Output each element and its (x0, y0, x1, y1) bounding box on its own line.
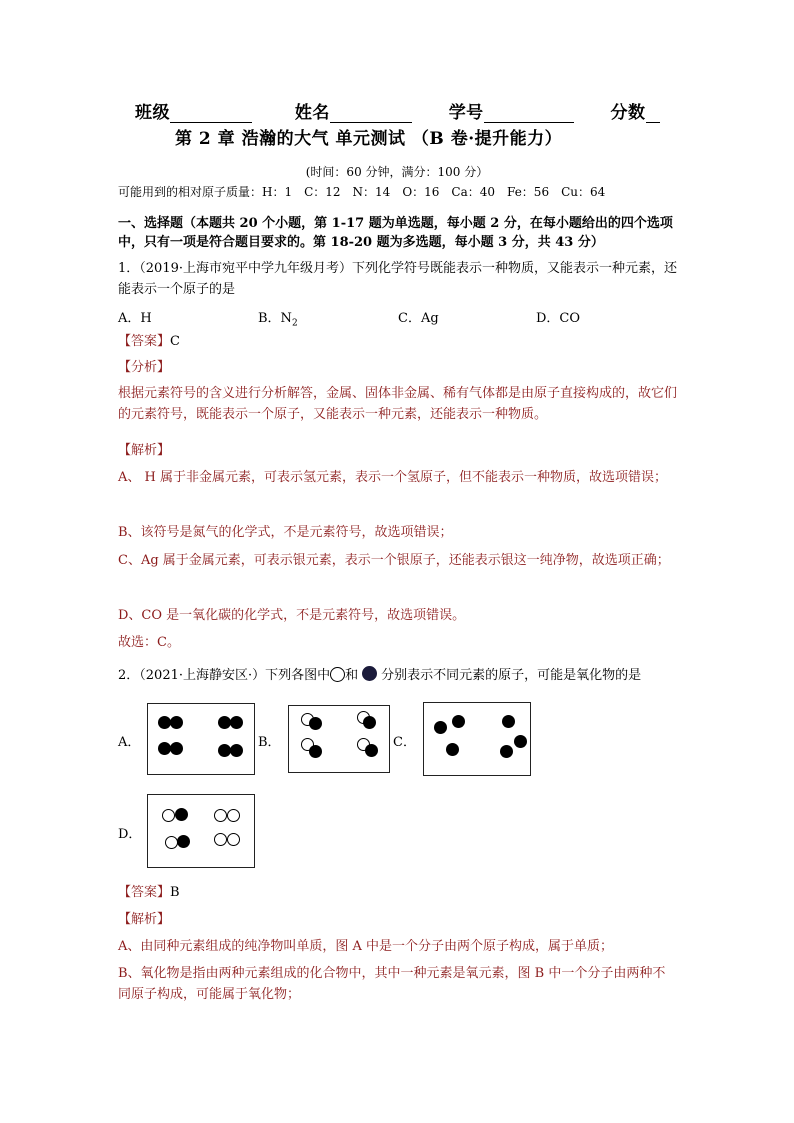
exam-info: (时间：60 分钟，满分：100 分） (305, 165, 489, 179)
atom-open (162, 809, 175, 822)
q2-label-a: A． (118, 735, 141, 750)
id-blank[interactable] (484, 106, 574, 123)
atom-solid (170, 716, 183, 729)
q1-explain-b: B、该符号是氮气的化学式，不是元素符号，故选项错误； (118, 525, 453, 540)
atom-solid (175, 808, 188, 821)
q2-explain-a: A、由同种元素组成的纯净物叫单质，图 A 中是一个分子由两个原子构成，属于单质； (118, 939, 614, 954)
atom-solid (309, 717, 322, 730)
atom-open (214, 809, 227, 822)
q1-explain-c: C、Ag 属于金属元素，可表示银元素，表示一个银原子，还能表示银这一纯净物，故选项正确； (118, 553, 670, 568)
solid-atom-icon (362, 666, 377, 681)
score-blank[interactable] (646, 106, 660, 123)
q1-analysis-text: 根据元素符号的含义进行分析解答，金属、固体非金属、稀有气体都是由原子直接构成的，故它们的元素符号，既能表示一个原子，又能表示一种元素，还能表示一种物质。 (118, 386, 678, 422)
q1-stem: 1．（2019·上海市宛平中学九年级月考）下列化学符号既能表示一种物质，又能表示一种元素，还能表示一个原子的是 (118, 261, 677, 297)
atom-solid (309, 745, 322, 758)
q2-label-d: D． (118, 827, 142, 842)
atom-solid (434, 721, 447, 734)
name-blank[interactable] (330, 106, 412, 123)
diagram-b (288, 705, 390, 773)
diagram-c (423, 702, 531, 776)
atom-solid (365, 744, 378, 757)
q2-explain-b: B、氧化物是指由两种元素组成的化合物中，其中一种元素是氧元素，图 B 中一个分子由两种不同原子构成，可能属于氧化物； (118, 966, 666, 1002)
q1-answer-tag: 【答案】 (118, 334, 171, 349)
q1-option-b-text: B．N (258, 311, 292, 326)
open-atom-icon (330, 667, 345, 682)
atom-solid (500, 745, 513, 758)
q2-stem-b: 和 (345, 668, 359, 683)
page-title: 第 2 章 浩瀚的大气 单元测试 （B 卷·提升能力） (175, 129, 563, 149)
q1-option-b-sub: 2 (291, 318, 298, 329)
q1-conclusion: 故选：C。 (118, 635, 180, 650)
q1-explain-a: A、 H 属于非金属元素，可表示氢元素，表示一个氢原子，但不能表示一种物质，故选项错误； (118, 470, 667, 485)
q1-answer-value: C (170, 334, 180, 349)
q2-stem-a: 2．（2021·上海静安区·）下列各图中 (118, 668, 331, 683)
q1-explain-d: D、CO 是一氧化碳的化学式，不是元素符号，故选项错误。 (118, 608, 466, 623)
student-info-header (135, 98, 660, 123)
q1-answer (118, 331, 678, 352)
atom-solid (514, 735, 527, 748)
atom-solid (502, 715, 515, 728)
q2-answer-value: B (170, 885, 180, 900)
q1-option-a: A．H (118, 311, 152, 326)
q1-option-d: D．CO (536, 311, 581, 326)
class-label: 班级 (135, 103, 170, 123)
q1-explain-tag: 【解析】 (118, 443, 171, 458)
atom-solid (230, 744, 243, 757)
q2-label-c: C． (393, 735, 416, 750)
name-label: 姓名 (294, 103, 330, 123)
atom-solid (363, 716, 376, 729)
id-label: 学号 (448, 103, 484, 123)
score-label: 分数 (610, 103, 646, 123)
q1-option-b (258, 307, 298, 329)
q1-option-c: C．Ag (398, 311, 439, 326)
atom-open (227, 809, 240, 822)
diagram-a (147, 703, 255, 775)
q2-stem (118, 664, 698, 686)
section-heading: 一、选择题（本题共 20 个小题，第 1-17 题为单选题，每小题 2 分，在每小题给出的四个选项中，只有一项是符合题目要求的。第 18-20 题为多选题，每小题 3 分，共 43 分） (118, 216, 673, 250)
atom-solid (170, 742, 183, 755)
class-blank[interactable] (170, 106, 252, 123)
atom-open (165, 836, 178, 849)
atomic-mass-line: 可能用到的相对原子质量：H：1 C：12 N：14 O：16 Ca：40 Fe：56 Cu：64 (118, 185, 606, 199)
q2-stem-c: 分别表示不同元素的原子，可能是氧化物的是 (381, 668, 642, 683)
q2-answer (118, 882, 678, 903)
atom-solid (230, 716, 243, 729)
atom-solid (177, 835, 190, 848)
q2-label-b: B． (258, 735, 281, 750)
atom-solid (446, 743, 459, 756)
atom-solid (452, 715, 465, 728)
q2-answer-tag: 【答案】 (118, 885, 171, 900)
q1-analysis-tag: 【分析】 (118, 360, 171, 375)
diagram-d (147, 794, 255, 868)
atom-open (227, 833, 240, 846)
q2-explain-tag: 【解析】 (118, 912, 171, 927)
atom-open (214, 833, 227, 846)
